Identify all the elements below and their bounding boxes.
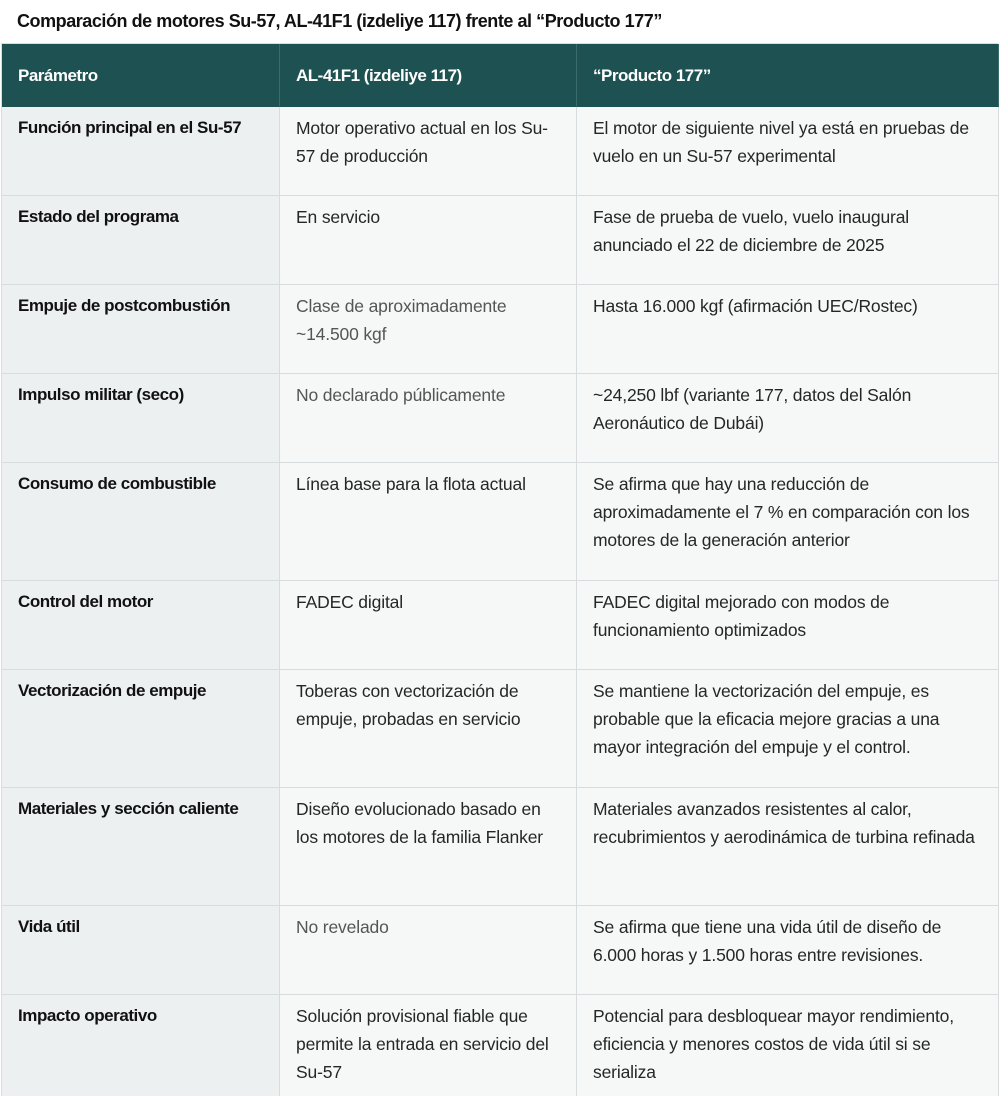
- table-row: [2, 906, 998, 995]
- table-row: [2, 581, 998, 670]
- row-al41f1-value: Toberas con vectorización de empuje, probadas en servicio: [280, 670, 577, 788]
- row-product-177-value: Se afirma que hay una reducción de aproximadamente el 7 % en comparación con los motores de la generación anterior: [577, 463, 999, 581]
- row-al41f1-value: FADEC digital: [280, 581, 577, 670]
- row-product-177-value: El motor de siguiente nivel ya está en pruebas de vuelo en un Su-57 experimental: [577, 107, 999, 196]
- table-row: [2, 788, 998, 906]
- row-parameter: Empuje de postcombustión: [2, 285, 280, 374]
- table-row: [2, 374, 998, 463]
- row-parameter: Vida útil: [2, 906, 280, 995]
- row-product-177-value: Se afirma que tiene una vida útil de diseño de 6.000 horas y 1.500 horas entre revisiones.: [577, 906, 999, 995]
- row-product-177-value: Hasta 16.000 kgf (afirmación UEC/Rostec): [577, 285, 999, 374]
- row-parameter: Impacto operativo: [2, 995, 280, 1096]
- row-al41f1-value: No declarado públicamente: [280, 374, 577, 463]
- table-row: [2, 463, 998, 581]
- row-product-177-value: Fase de prueba de vuelo, vuelo inaugural anunciado el 22 de diciembre de 2025: [577, 196, 999, 285]
- row-al41f1-value: Clase de aproximadamente ~14.500 kgf: [280, 285, 577, 374]
- row-al41f1-value: Línea base para la flota actual: [280, 463, 577, 581]
- table-row: [2, 995, 998, 1096]
- table-row: [2, 107, 998, 196]
- table-row: [2, 285, 998, 374]
- row-al41f1-value: Motor operativo actual en los Su-57 de producción: [280, 107, 577, 196]
- row-al41f1-value: Diseño evolucionado basado en los motores de la familia Flanker: [280, 788, 577, 906]
- row-parameter: Materiales y sección caliente: [2, 788, 280, 906]
- table-row: [2, 670, 998, 788]
- row-product-177-value: Se mantiene la vectorización del empuje, es probable que la eficacia mejore gracias a una mayor integración del empuje y el control.: [577, 670, 999, 788]
- row-al41f1-value: No revelado: [280, 906, 577, 995]
- header-product-177: “Producto 177”: [577, 44, 999, 107]
- page-title: Comparación de motores Su-57, AL-41F1 (izdeliye 117) frente al “Producto 177”: [17, 11, 662, 31]
- row-parameter: Consumo de combustible: [2, 463, 280, 581]
- row-parameter: Impulso militar (seco): [2, 374, 280, 463]
- comparison-table: [1, 43, 998, 1096]
- row-product-177-value: ~24,250 lbf (variante 177, datos del Salón Aeronáutico de Dubái): [577, 374, 999, 463]
- row-product-177-value: FADEC digital mejorado con modos de funcionamiento optimizados: [577, 581, 999, 670]
- header-parameter: Parámetro: [2, 44, 280, 107]
- row-product-177-value: Potencial para desbloquear mayor rendimiento, eficiencia y menores costos de vida útil si se serializa: [577, 995, 999, 1096]
- header-al41f1: AL-41F1 (izdeliye 117): [280, 44, 577, 107]
- row-al41f1-value: Solución provisional fiable que permite la entrada en servicio del Su-57: [280, 995, 577, 1096]
- table-row: [2, 196, 998, 285]
- row-parameter: Control del motor: [2, 581, 280, 670]
- row-parameter: Estado del programa: [2, 196, 280, 285]
- table-header-row: [2, 44, 998, 107]
- row-product-177-value: Materiales avanzados resistentes al calor, recubrimientos y aerodinámica de turbina refinada: [577, 788, 999, 906]
- row-al41f1-value: En servicio: [280, 196, 577, 285]
- row-parameter: Función principal en el Su-57: [2, 107, 280, 196]
- row-parameter: Vectorización de empuje: [2, 670, 280, 788]
